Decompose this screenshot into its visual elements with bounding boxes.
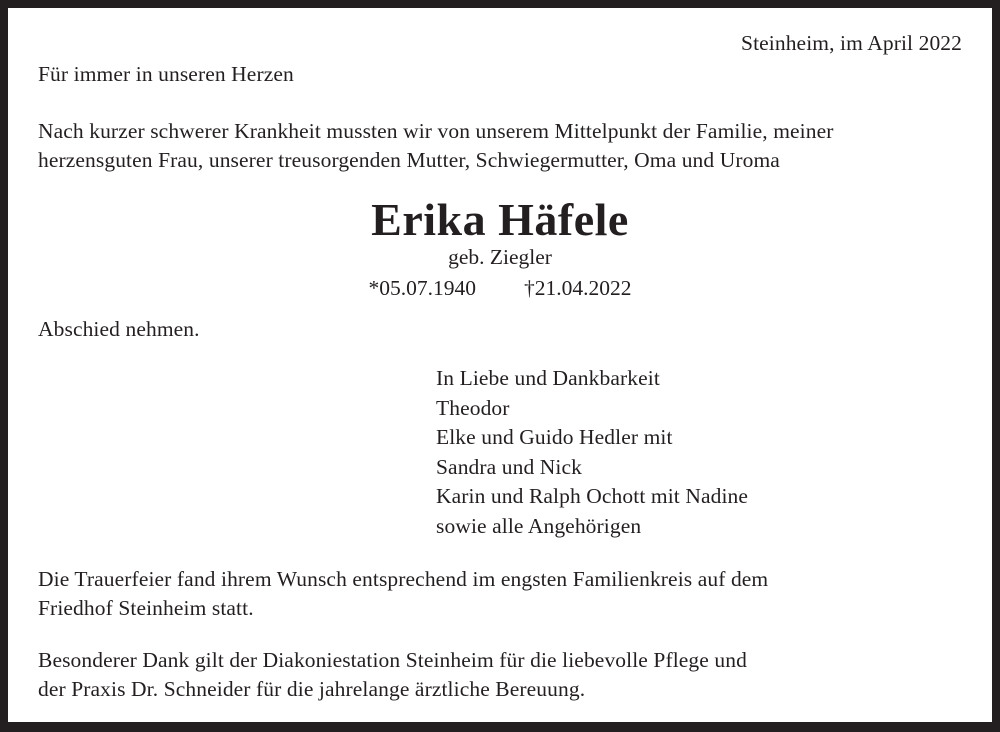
signature-line: sowie alle Angehörigen (436, 513, 642, 538)
obituary-notice (8, 8, 992, 722)
ceremony-paragraph (38, 565, 768, 623)
farewell-text: Abschied nehmen. (38, 317, 200, 341)
deceased-name: Erika Häfele (371, 194, 629, 245)
place-date: Steinheim, im April 2022 (741, 31, 962, 55)
signature-line: Elke und Guido Hedler mit (436, 425, 673, 449)
life-dates (8, 273, 992, 303)
ceremony-line: Friedhof Steinheim statt. (38, 596, 254, 620)
death-date: †21.04.2022 (524, 276, 632, 300)
deceased-block (8, 194, 992, 303)
thanks-paragraph (38, 646, 747, 704)
intro-line: Nach kurzer schwerer Krankheit mussten wir von unserem Mittelpunkt der Familie, meiner (38, 119, 834, 143)
ceremony-line: Die Trauerfeier fand ihrem Wunsch entsprechend im engsten Familienkreis auf dem (38, 567, 769, 591)
signature-line: Sandra und Nick (436, 454, 582, 479)
signature-line: Theodor (436, 395, 510, 420)
motto: Für immer in unseren Herzen (38, 62, 294, 86)
signature-line: Karin und Ralph Ochott mit Nadine (436, 484, 749, 508)
intro-line: herzensguten Frau, unserer treusorgenden Mutter, Schwiegermutter, Oma und Uroma (38, 148, 780, 172)
intro-paragraph (38, 117, 834, 175)
thanks-line: Besonderer Dank gilt der Diakoniestation Steinheim für die liebevolle Pflege und (38, 648, 747, 672)
signatures-block (436, 364, 748, 541)
signature-line: In Liebe und Dankbarkeit (436, 366, 660, 390)
maiden-name: geb. Ziegler (448, 245, 552, 269)
birth-date: *05.07.1940 (368, 276, 476, 300)
thanks-line: der Praxis Dr. Schneider für die jahrelange ärztliche Bereuung. (38, 677, 586, 701)
